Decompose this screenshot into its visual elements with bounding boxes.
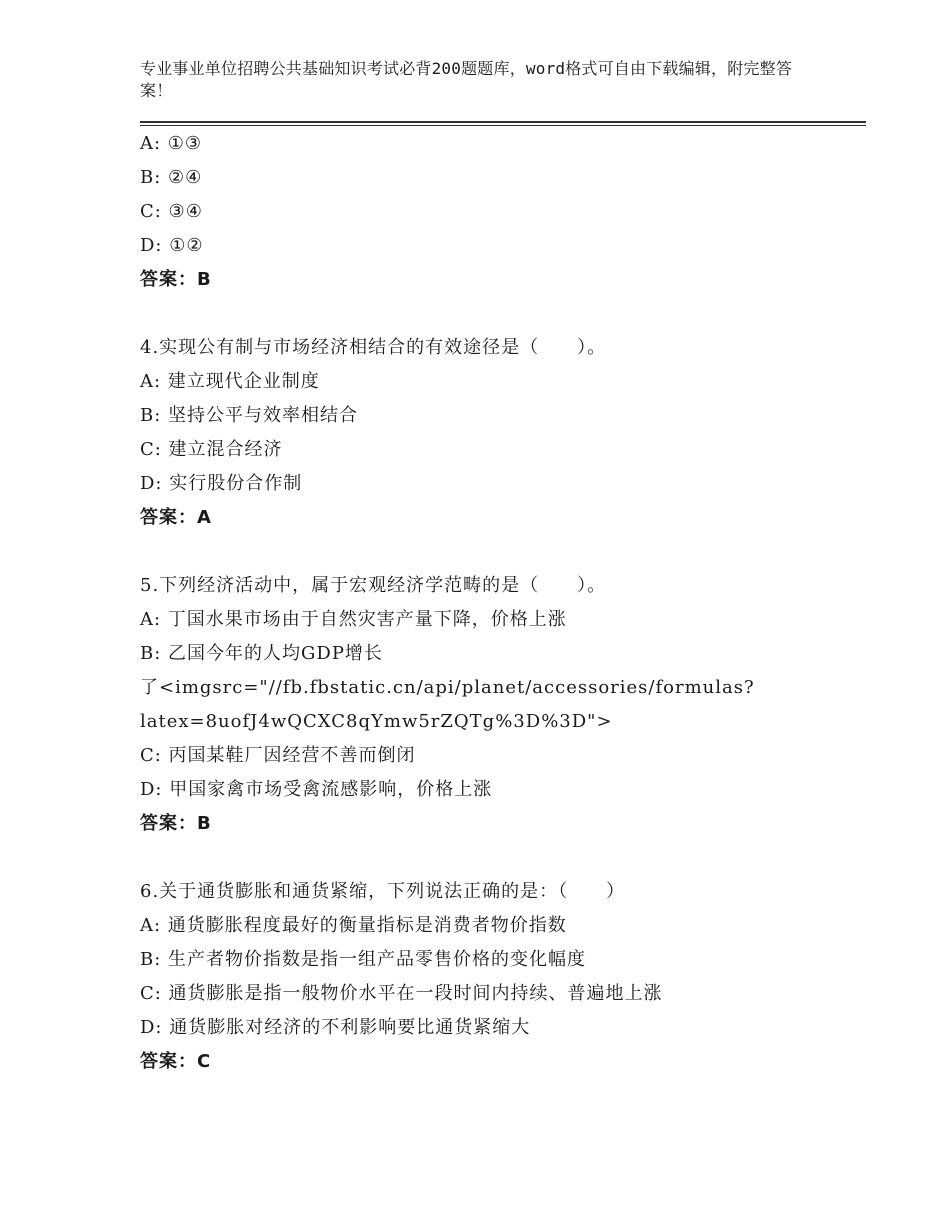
- option-c: C: 通货膨胀是指一般物价水平在一段时间内持续、普遍地上涨: [140, 983, 663, 1004]
- option-a: A: 建立现代企业制度: [140, 371, 320, 392]
- question-text: 5.下列经济活动中，属于宏观经济学范畴的是（ ）。: [140, 575, 607, 596]
- option-b: B: 乙国今年的人均GDP增长: [140, 643, 383, 664]
- page-title: 专业事业单位招聘公共基础知识考试必背200题题库，word格式可自由下载编辑，附完整答案！: [140, 59, 793, 100]
- option-b-continuation: latex=8uofJ4wQCXC8qYmw5rZQTg%3D%3D">: [140, 711, 613, 732]
- answer-label: 答案：B: [140, 269, 212, 290]
- answer-label: 答案：C: [140, 1051, 212, 1072]
- option-d: D: 通货膨胀对经济的不利影响要比通货紧缩大: [140, 1017, 531, 1038]
- option-a: A: 丁国水果市场由于自然灾害产量下降，价格上涨: [140, 609, 567, 630]
- option-d: D: 实行股份合作制: [140, 473, 303, 494]
- option-a: A: ①③: [140, 133, 203, 154]
- option-b: B: 坚持公平与效率相结合: [140, 405, 359, 426]
- option-b: B: ②④: [140, 167, 203, 188]
- answer-label: 答案：A: [140, 507, 212, 528]
- header-divider-thin: [140, 125, 866, 126]
- header-divider: [140, 121, 866, 123]
- question-4-block: [140, 331, 860, 535]
- option-b-continuation: 了<imgsrc="//fb.fbstatic.cn/api/planet/accessories/formulas?: [140, 677, 755, 698]
- block-spacer: [140, 297, 860, 331]
- page-header: [140, 58, 800, 102]
- block-spacer: [140, 535, 860, 569]
- question-5-block: [140, 569, 860, 841]
- question-3-block: [140, 127, 860, 297]
- question-content: [140, 127, 860, 1079]
- option-d: D: 甲国家禽市场受禽流感影响，价格上涨: [140, 779, 493, 800]
- option-b: B: 生产者物价指数是指一组产品零售价格的变化幅度: [140, 949, 587, 970]
- option-c: C: ③④: [140, 201, 203, 222]
- question-text: 6.关于通货膨胀和通货紧缩，下列说法正确的是：（ ）: [140, 881, 626, 902]
- option-c: C: 建立混合经济: [140, 439, 283, 460]
- answer-label: 答案：B: [140, 813, 212, 834]
- question-6-block: [140, 875, 860, 1079]
- option-c: C: 丙国某鞋厂因经营不善而倒闭: [140, 745, 416, 766]
- question-text: 4.实现公有制与市场经济相结合的有效途径是（ ）。: [140, 337, 607, 358]
- block-spacer: [140, 841, 860, 875]
- option-a: A: 通货膨胀程度最好的衡量指标是消费者物价指数: [140, 915, 567, 936]
- option-d: D: ①②: [140, 235, 204, 256]
